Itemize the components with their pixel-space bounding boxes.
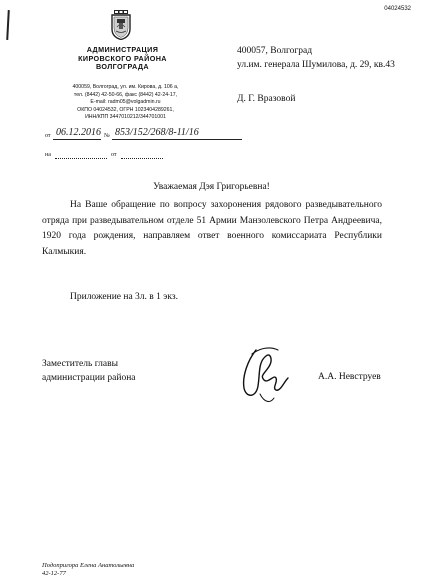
executor-name: Подопригора Елена Анатольевна: [42, 562, 135, 569]
document-number: 04024532: [384, 6, 411, 12]
org-info-line: E-mail: radm05@volgadmin.ru: [90, 99, 161, 106]
number-label: №: [104, 133, 110, 139]
organization-name: [60, 46, 185, 72]
reference-number-label: на: [45, 152, 51, 158]
handwritten-date: 06.12.2016: [56, 127, 101, 138]
org-info-line: тел. (8442) 42-50-66, факс (8442) 42-24-17,: [73, 91, 178, 98]
reference-line: [45, 148, 185, 160]
address-line: ул.им. генерала Шумилова, д. 29, кв.43: [237, 60, 395, 70]
signer-title: [42, 358, 136, 385]
executor-phone: 42-12-77: [42, 570, 66, 577]
org-name-line: АДМИНИСТРАЦИЯ: [86, 45, 159, 54]
date-underline: [53, 139, 101, 140]
handwritten-number: 853/152/268/8-11/16: [115, 127, 199, 138]
signer-title-line: администрации района: [42, 372, 136, 383]
org-info-line: ИНН/КПП 3447010212/344701001: [85, 114, 166, 121]
signature: [230, 338, 300, 408]
recipient-name: Д. Г. Вразовой: [237, 94, 296, 104]
date-label: от: [45, 133, 51, 139]
enclosure-note: Приложение на 3л. в 1 экз.: [70, 292, 178, 302]
org-info-line: ОКПО 04024532, ОГРН 1023404289261,: [77, 106, 174, 113]
registration-line: [45, 127, 245, 141]
signer-title-line: Заместитель главы: [42, 359, 118, 369]
org-name-line: КИРОВСКОГО РАЙОНА: [78, 53, 167, 63]
coat-of-arms-icon: [110, 10, 132, 40]
org-info-line: 400059, Волгоград, ул. им. Кирова, д. 106 а,: [72, 84, 179, 90]
greeting: Уважаемая Дэя Григорьевна!: [153, 182, 270, 192]
reference-date-field: [121, 158, 163, 159]
reference-date-label: от: [111, 152, 117, 158]
signer-name: А.А. Невструев: [318, 372, 381, 382]
number-underline: [112, 139, 242, 140]
org-name-line: ВОЛГОГРАДА: [95, 62, 150, 71]
margin-mark: [6, 10, 10, 40]
address-line: 400057, Волгоград: [237, 46, 313, 56]
letter-body: На Ваше обращение по вопросу захоронения рядового разведывательного отряда при разведывательном отделе 51 Армии Манзолевского Петра Андреевича, 1920 года рождения, направляем ответ военного комиссариата Республики Калмыкия.: [42, 200, 382, 257]
organization-contacts: [58, 84, 193, 122]
reference-number-field: [55, 158, 107, 159]
recipient-address: [237, 44, 395, 72]
executor-info: [42, 562, 134, 578]
